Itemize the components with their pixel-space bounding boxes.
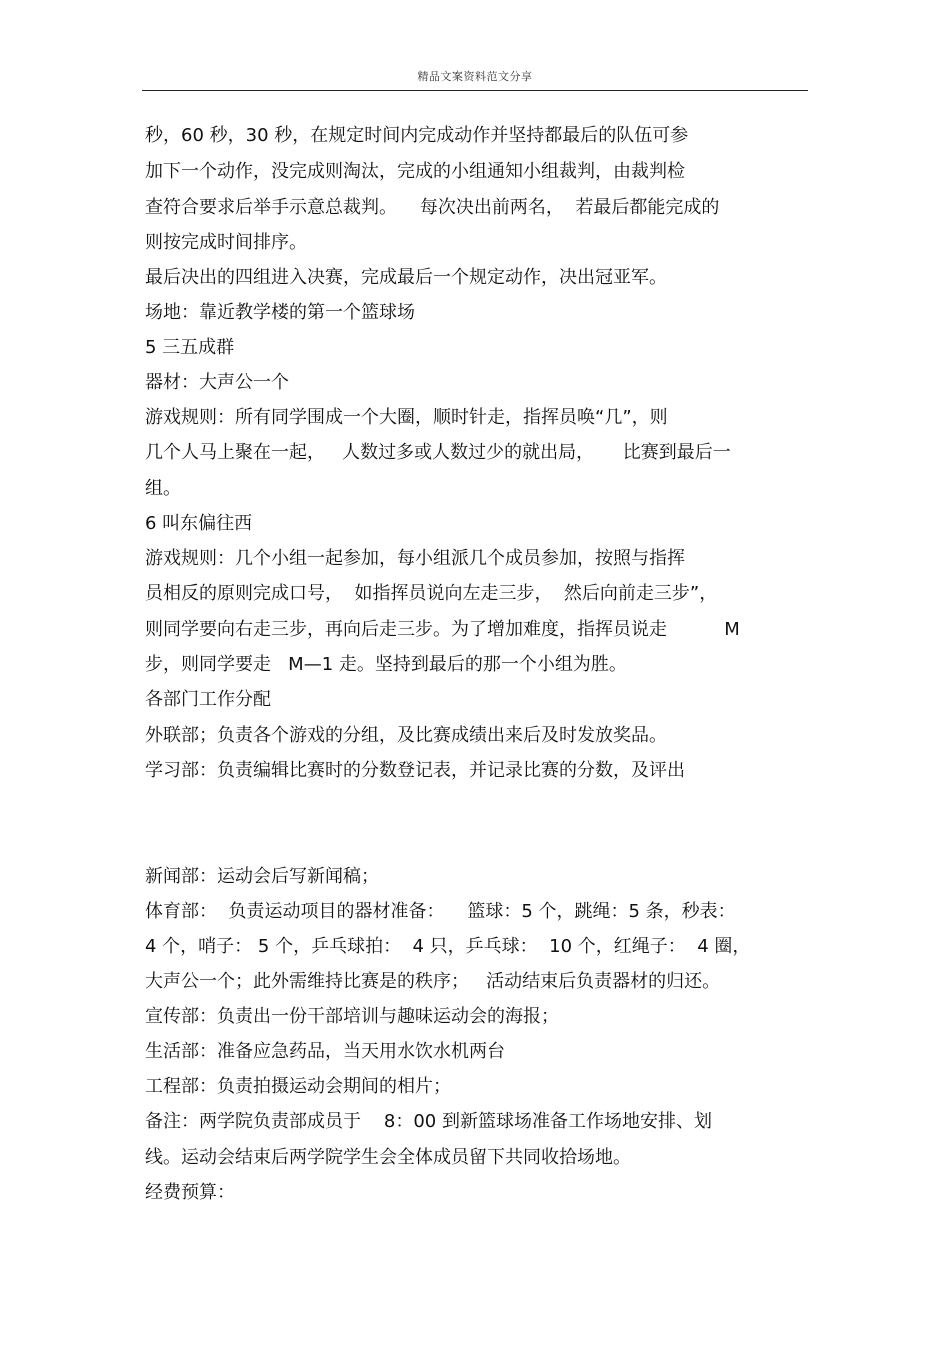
text-line: 加下一个动作，没完成则淘汰，完成的小组通知小组裁判，由裁判检: [145, 161, 685, 182]
text-line: 器材：大声公一个: [145, 372, 289, 393]
text-line: 学习部：负责编辑比赛时的分数登记表，并记录比赛的分数，及评出: [145, 760, 685, 781]
text-line: 几个人马上聚在一起， 人数过多或人数过少的就出局， 比赛到最后一: [145, 442, 731, 463]
text-line: 步，则同学要走 M—1 走。坚持到最后的那一个小组为胜。: [145, 654, 627, 675]
text-line: 场地：靠近教学楼的第一个篮球场: [145, 302, 415, 323]
text-line: 秒，60 秒，30 秒，在规定时间内完成动作并坚持都最后的队伍可参: [145, 125, 689, 146]
text-line: 大声公一个；此外需维持比赛是的秩序； 活动结束后负责器材的归还。: [145, 971, 721, 992]
text-line: 工程部：负责拍摄运动会期间的相片；: [145, 1076, 451, 1097]
text-line: 游戏规则：所有同学围成一个大圈，顺时针走，指挥员唤“几”，则: [145, 407, 668, 428]
text-line: 宣传部：负责出一份干部培训与趣味运动会的海报；: [145, 1006, 559, 1027]
text-line: 生活部：准备应急药品，当天用水饮水机两台: [145, 1041, 505, 1062]
text-line: 组。: [145, 478, 181, 499]
text-line: 外联部；负责各个游戏的分组，及比赛成绩出来后及时发放奖品。: [145, 725, 667, 746]
section-heading: 各部门工作分配: [145, 689, 271, 710]
text-line: 经费预算：: [145, 1182, 235, 1203]
text-line: 员相反的原则完成口号， 如指挥员说向左走三步， 然后向前走三步”，: [145, 583, 718, 604]
text-line: 最后决出的四组进入决赛，完成最后一个规定动作，决出冠亚军。: [145, 267, 667, 288]
text-line: 4 个，哨子： 5 个，乒乓球拍： 4 只，乒乓球： 10 个，红绳子： 4 圈，: [145, 936, 751, 957]
section-heading: 6 叫东偏往西: [145, 513, 253, 534]
text-line: 查符合要求后举手示意总裁判。 每次决出前两名， 若最后都能完成的: [145, 197, 720, 218]
header-divider: [142, 90, 808, 91]
text-line: 线。运动会结束后两学院学生会全体成员留下共同收拾场地。: [145, 1147, 631, 1168]
text-line: 新闻部：运动会后写新闻稿；: [145, 866, 379, 887]
page-header: 精品文案资料范文分享: [417, 70, 533, 83]
section-heading: 5 三五成群: [145, 337, 235, 358]
text-line: 则同学要向右走三步，再向后走三步。为了增加难度，指挥员说走 M: [145, 619, 740, 640]
text-line: 体育部： 负责运动项目的器材准备： 篮球：5 个，跳绳：5 条，秒表：: [145, 901, 736, 922]
text-line: 备注：两学院负责部成员于 8：00 到新篮球场准备工作场地安排、划: [145, 1111, 712, 1132]
text-line: 则按完成时间排序。: [145, 232, 307, 253]
text-line: 游戏规则：几个小组一起参加，每小组派几个成员参加，按照与指挥: [145, 548, 685, 569]
